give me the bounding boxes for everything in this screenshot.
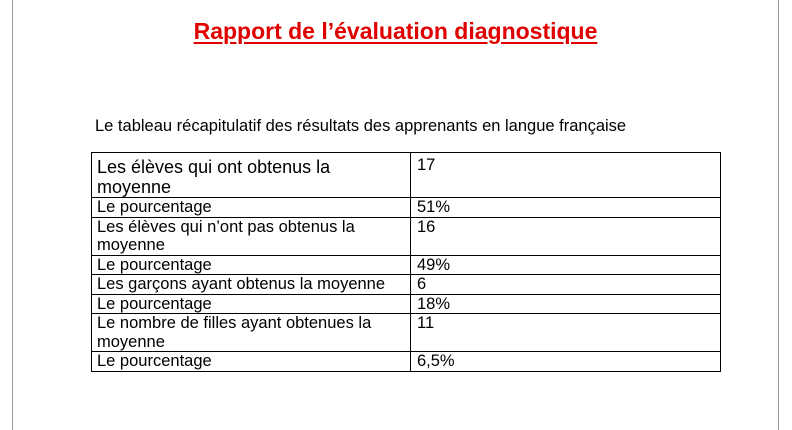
row-label: Le nombre de filles ayant obtenues la moyenne	[92, 314, 411, 352]
row-label: Les élèves qui n’ont pas obtenus la moyenne	[92, 217, 411, 255]
table-row	[92, 153, 721, 198]
report-title: Rapport de l’évaluation diagnostique	[193, 18, 598, 44]
table-row	[92, 217, 721, 255]
results-table	[91, 152, 721, 372]
row-label: Le pourcentage	[92, 198, 411, 218]
table-row	[92, 294, 721, 314]
row-value: 11	[411, 314, 721, 352]
row-value: 6	[411, 275, 721, 295]
table-row	[92, 352, 721, 372]
row-label: Le pourcentage	[92, 352, 411, 372]
row-value: 6,5%	[411, 352, 721, 372]
table-row	[92, 255, 721, 275]
row-label: Les élèves qui ont obtenus la moyenne	[92, 153, 411, 198]
row-value: 18%	[411, 294, 721, 314]
row-label: Le pourcentage	[92, 255, 411, 275]
table-row	[92, 314, 721, 352]
table-row	[92, 275, 721, 295]
row-value: 17	[411, 153, 721, 198]
row-value: 16	[411, 217, 721, 255]
row-value: 51%	[411, 198, 721, 218]
row-value: 49%	[411, 255, 721, 275]
table-caption: Le tableau récapitulatif des résultats des apprenants en langue française	[95, 117, 627, 135]
row-label: Les garçons ayant obtenus la moyenne	[92, 275, 411, 295]
table-row	[92, 198, 721, 218]
document-page	[12, 0, 779, 430]
row-label: Le pourcentage	[92, 294, 411, 314]
